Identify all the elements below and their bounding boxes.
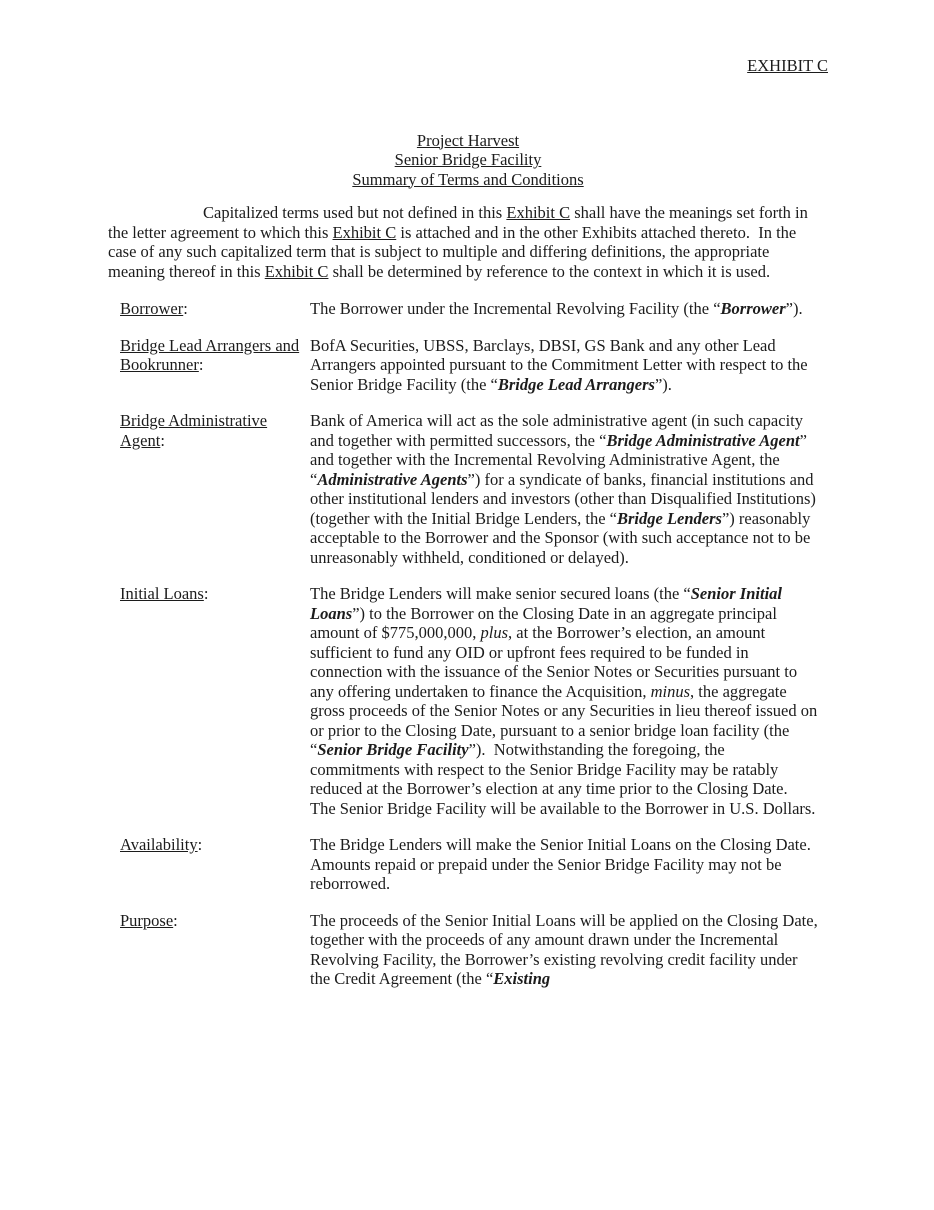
- term-label-text: Availability: [120, 835, 198, 854]
- term-label-colon: :: [160, 430, 165, 450]
- term-content: The Bridge Lenders will make the Senior Initial Loans on the Closing Date. Amounts repaid or prepaid under the Senior Bridge Facility may not be reborrowed.: [310, 835, 819, 893]
- term-label: [120, 584, 310, 604]
- title-line-project: Project Harvest: [416, 130, 520, 150]
- exhibit-label: EXHIBIT C: [747, 56, 828, 75]
- term-content: The proceeds of the Senior Initial Loans will be applied on the Closing Date, together with the proceeds of any amount drawn under the Incremental Revolving Facility, the Borrower’s existing revolving credit facility under the Credit Agreement (the “Existing: [310, 910, 822, 988]
- title-block: [108, 131, 828, 190]
- term-row: [108, 336, 828, 395]
- term-label: [120, 299, 310, 319]
- term-label-text: Bridge Administrative Agent: [120, 411, 268, 450]
- term-row: [108, 299, 828, 319]
- term-label-text: Purpose: [120, 910, 174, 930]
- title-line-summary: Summary of Terms and Conditions: [352, 169, 584, 189]
- term-label: [120, 911, 310, 931]
- term-label-colon: :: [197, 835, 203, 854]
- terms-list: [108, 299, 828, 989]
- term-label-colon: :: [173, 910, 178, 930]
- intro-paragraph: Capitalized terms used but not defined in this Exhibit C shall have the meanings set forth in the letter agreement to which this Exhibit C is attached and in the other Exhibits attached thereto. In the case of any such capitalized term that is subject to multiple and differing definitions, the appropriate meaning thereof in this Exhibit C shall be determined by reference to the context in which it is used.: [108, 203, 813, 281]
- title-line-facility: Senior Bridge Facility: [394, 150, 542, 169]
- term-label-text: Bridge Lead Arrangers and Bookrunner: [120, 335, 300, 374]
- term-row: [108, 584, 828, 818]
- term-row: [108, 911, 828, 989]
- term-label: [120, 411, 310, 450]
- term-label: [120, 835, 310, 855]
- term-row: [108, 411, 828, 567]
- term-content: The Bridge Lenders will make senior secured loans (the “Senior Initial Loans”) to the Borrower on the Closing Date in an aggregate principal amount of $775,000,000, plus, at the Borrower’s election, an amount sufficient to fund any OID or upfront fees required to be funded in connection with the issuance of the Senior Notes or Securities pursuant to any offering undertaken to finance the Acquisition, minus, the aggregate gross proceeds of the Senior Notes or any Securities in lieu thereof issued on or prior to the Closing Date, pursuant to a senior bridge loan facility (the “Senior Bridge Facility”). Notwithstanding the foregoing, the commitments with respect to the Senior Bridge Facility may be ratably reduced at the Borrower’s election at any time prior to the Closing Date. The Senior Bridge Facility will be available to the Borrower in U.S. Dollars.: [310, 584, 822, 818]
- term-label-text: Borrower: [120, 299, 184, 318]
- term-content: BofA Securities, UBSS, Barclays, DBSI, GS Bank and any other Lead Arrangers appointed pursuant to the Commitment Letter with respect to the Senior Bridge Facility (the “Bridge Lead Arrangers”).: [310, 335, 812, 394]
- term-row: [108, 835, 828, 894]
- term-label-colon: :: [203, 584, 209, 603]
- exhibit-line: [108, 56, 828, 76]
- term-label-colon: :: [198, 355, 204, 374]
- term-label-text: Initial Loans: [120, 584, 204, 603]
- term-content: The Borrower under the Incremental Revolving Facility (the “Borrower”).: [310, 299, 803, 318]
- term-content: Bank of America will act as the sole administrative agent (in such capacity and together with permitted successors, the “Bridge Administrative Agent” and together with the Incremental Revolving Administrative Agent, the “Administrative Agents”) for a syndicate of banks, financial institutions and other institutional lenders and investors (other than Disqualified Institutions) (together with the Initial Bridge Lenders, the “Bridge Lenders”) reasonably acceptable to the Borrower and the Sponsor (with such acceptance not to be unreasonably withheld, conditioned or delayed).: [310, 411, 821, 567]
- term-label: [120, 336, 310, 375]
- term-label-colon: :: [183, 299, 188, 318]
